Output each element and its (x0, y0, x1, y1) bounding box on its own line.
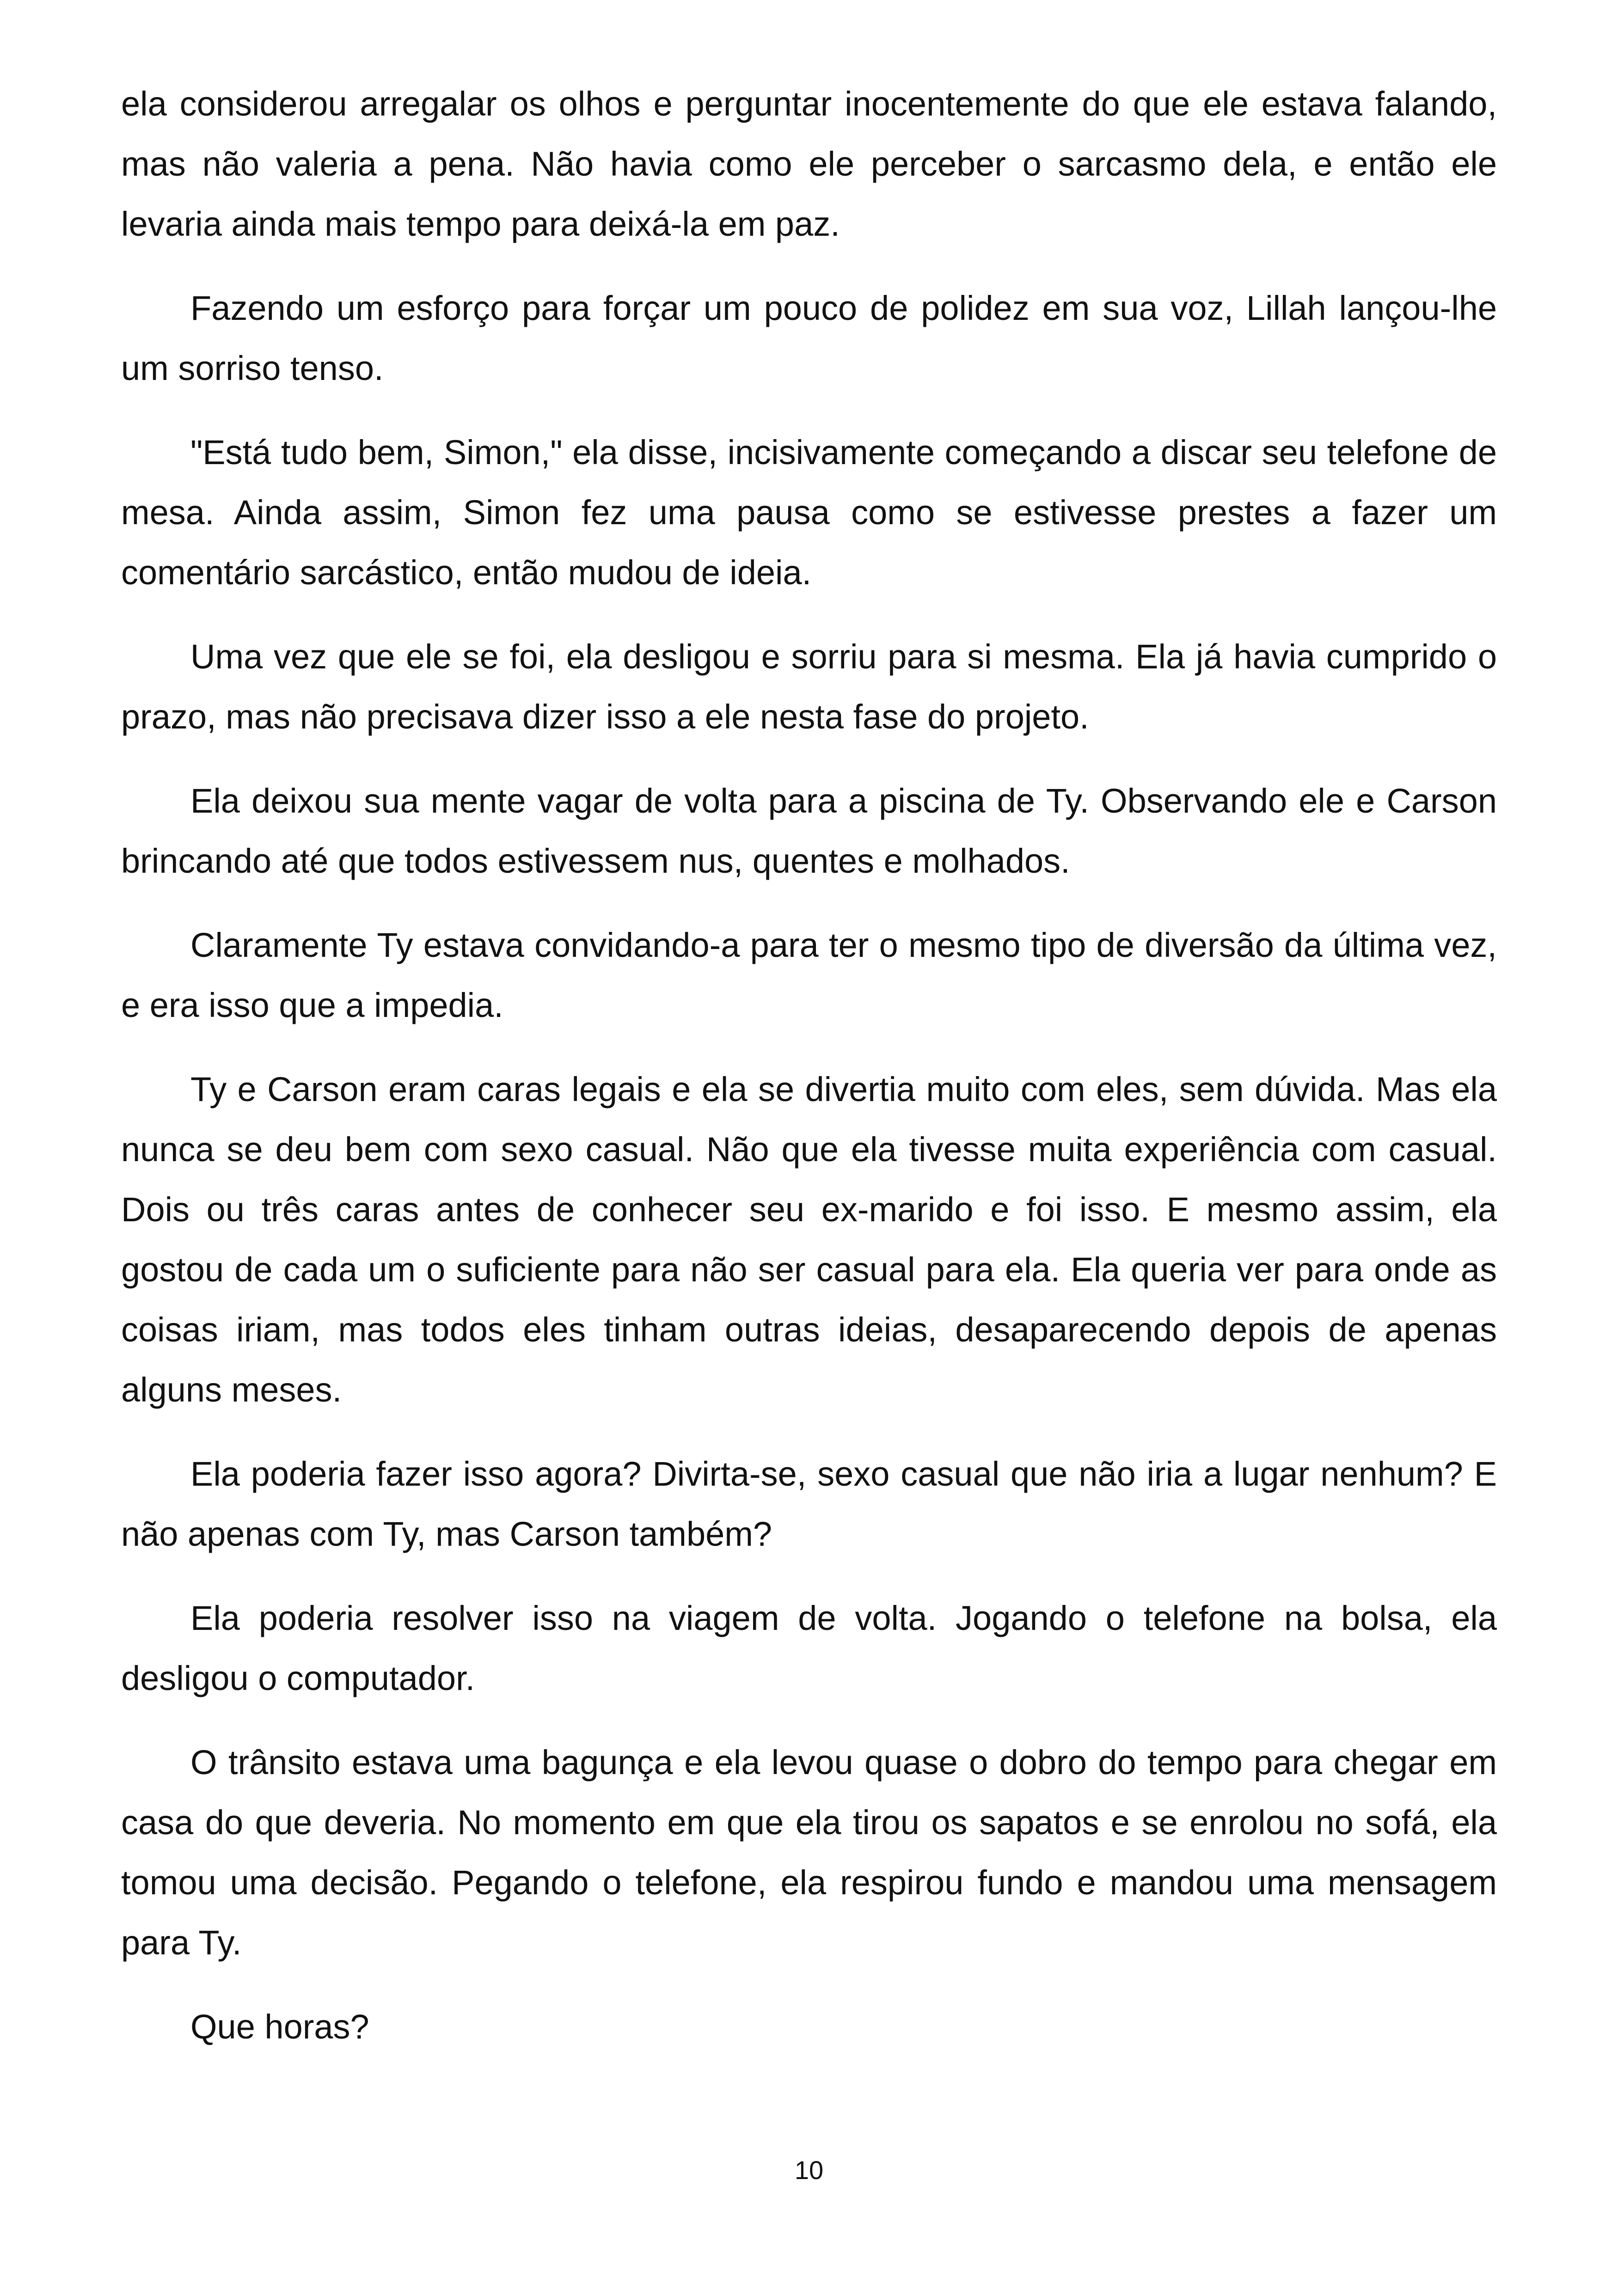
paragraph-6: Claramente Ty estava convidando-a para ter o mesmo tipo de diversão da última vez, e era isso que a impedia. (121, 926, 1497, 1024)
paragraph-11: Que horas? (190, 2008, 369, 2046)
paragraph-9: Ela poderia resolver isso na viagem de volta. Jogando o telefone na bolsa, ela desligou o computador. (121, 1599, 1497, 1697)
paragraph-2: Fazendo um esforço para forçar um pouco de polidez em sua voz, Lillah lançou-lhe um sorriso tenso. (121, 289, 1497, 387)
paragraph-5: Ela deixou sua mente vagar de volta para a piscina de Ty. Observando ele e Carson brincando até que todos estivessem nus, quentes e molhados. (121, 782, 1497, 880)
page-number: 10 (794, 2155, 824, 2185)
paragraph-8: Ela poderia fazer isso agora? Divirta-se, sexo casual que não iria a lugar nenhum? E não apenas com Ty, mas Carson também? (121, 1455, 1497, 1553)
paragraph-3: "Está tudo bem, Simon," ela disse, incisivamente começando a discar seu telefone de mesa. Ainda assim, Simon fez uma pausa como se estivesse prestes a fazer um comentário sarcástico, então mudou de ideia. (121, 433, 1497, 592)
paragraph-1: ela considerou arregalar os olhos e perguntar inocentemente do que ele estava falando, mas não valeria a pena. Não havia como ele perceber o sarcasmo dela, e então ele levaria ainda mais tempo para deixá-la em paz. (121, 85, 1497, 243)
body-text (121, 74, 1497, 2081)
paragraph-4: Uma vez que ele se foi, ela desligou e sorriu para si mesma. Ela já havia cumprido o prazo, mas não precisava dizer isso a ele nesta fase do projeto. (121, 637, 1497, 736)
paragraph-10: O trânsito estava uma bagunça e ela levou quase o dobro do tempo para chegar em casa do que deveria. No momento em que ela tirou os sapatos e se enrolou no sofá, ela tomou uma decisão. Pegando o telefone, ela respirou fundo e mandou uma mensagem para Ty. (121, 1743, 1497, 1962)
paragraph-7: Ty e Carson eram caras legais e ela se divertia muito com eles, sem dúvida. Mas ela nunca se deu bem com sexo casual. Não que ela tivesse muita experiência com casual. Dois ou três caras antes de conhecer seu ex-marido e foi isso. E mesmo assim, ela gostou de cada um o suficiente para não ser casual para ela. Ela queria ver para onde as coisas iriam, mas todos eles tinham outras ideias, desaparecendo depois de apenas alguns meses. (121, 1070, 1497, 1409)
